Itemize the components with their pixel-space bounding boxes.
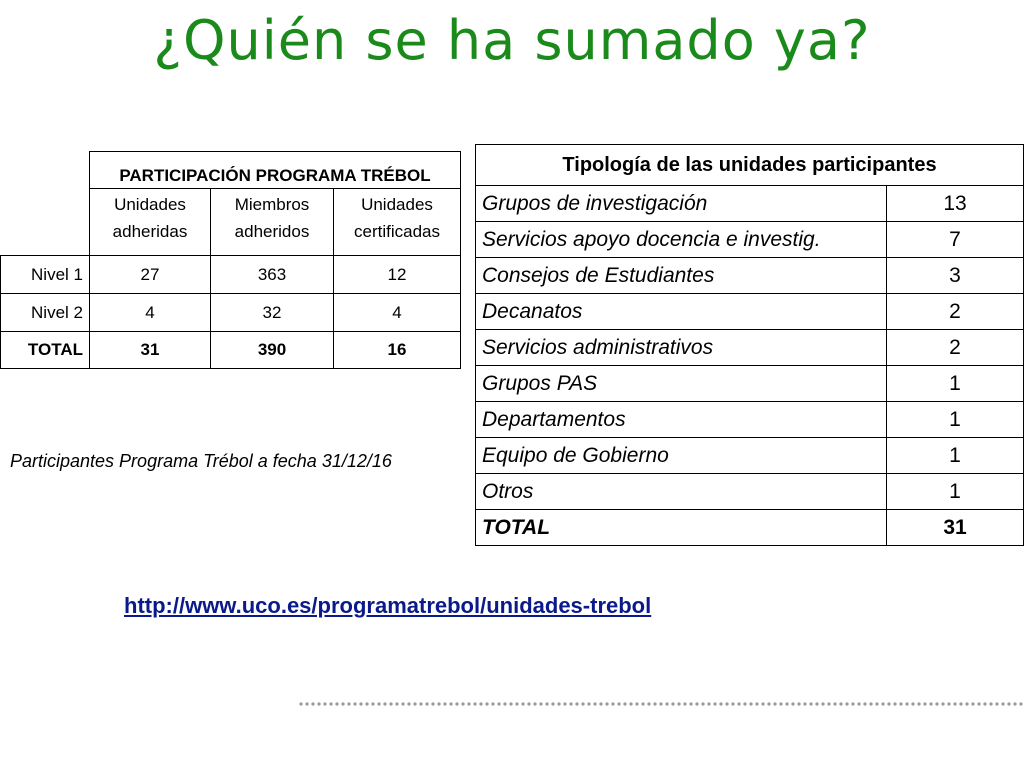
row-label: Nivel 2 [1, 294, 90, 332]
table-row [476, 438, 1024, 474]
table-row [1, 256, 461, 294]
row-label: Decanatos [476, 294, 887, 330]
participation-table [0, 151, 461, 369]
table-row [476, 258, 1024, 294]
total-row [476, 510, 1024, 546]
row-label: Equipo de Gobierno [476, 438, 887, 474]
table-cell: 390 [211, 332, 334, 369]
table-row [476, 294, 1024, 330]
column-header: Miembros adheridos [211, 189, 334, 256]
table-row [476, 474, 1024, 510]
total-row [1, 332, 461, 369]
page-title: ¿Quién se ha sumado ya? [153, 9, 871, 72]
table-cell: 27 [90, 256, 211, 294]
dotted-divider [298, 701, 1024, 707]
table-cell: 2 [887, 330, 1024, 366]
column-header: Unidades adheridas [90, 189, 211, 256]
row-label: Consejos de Estudiantes [476, 258, 887, 294]
unidades-trebol-link[interactable]: http://www.uco.es/programatrebol/unidades-trebol [124, 593, 652, 618]
table-row [476, 222, 1024, 258]
table-row [476, 330, 1024, 366]
table-row [476, 186, 1024, 222]
row-label: Departamentos [476, 402, 887, 438]
table-cell: 31 [887, 510, 1024, 546]
table-cell: 13 [887, 186, 1024, 222]
row-label: Grupos de investigación [476, 186, 887, 222]
column-header: Unidades certificadas [334, 189, 461, 256]
typology-table [475, 144, 1024, 546]
participation-table-header: PARTICIPACIÓN PROGRAMA TRÉBOL [90, 152, 461, 189]
table-cell: 4 [90, 294, 211, 332]
row-label: Nivel 1 [1, 256, 90, 294]
table-cell: 31 [90, 332, 211, 369]
table-cell: 32 [211, 294, 334, 332]
typology-table-header: Tipología de las unidades participantes [476, 145, 1024, 186]
row-label: Grupos PAS [476, 366, 887, 402]
table-cell: 1 [887, 438, 1024, 474]
table-row [1, 294, 461, 332]
table-cell: 1 [887, 402, 1024, 438]
table-cell: 363 [211, 256, 334, 294]
table-row [476, 402, 1024, 438]
row-label: Servicios administrativos [476, 330, 887, 366]
table-cell: 16 [334, 332, 461, 369]
row-label: TOTAL [1, 332, 90, 369]
table-cell: 2 [887, 294, 1024, 330]
row-label: Servicios apoyo docencia e investig. [476, 222, 887, 258]
table-row [476, 366, 1024, 402]
table-cell: 1 [887, 366, 1024, 402]
table-cell: 1 [887, 474, 1024, 510]
table-cell: 3 [887, 258, 1024, 294]
row-label: Otros [476, 474, 887, 510]
row-label: TOTAL [476, 510, 887, 546]
table-cell: 4 [334, 294, 461, 332]
table-caption: Participantes Programa Trébol a fecha 31/12/16 [10, 451, 392, 471]
table-cell: 12 [334, 256, 461, 294]
table-cell: 7 [887, 222, 1024, 258]
